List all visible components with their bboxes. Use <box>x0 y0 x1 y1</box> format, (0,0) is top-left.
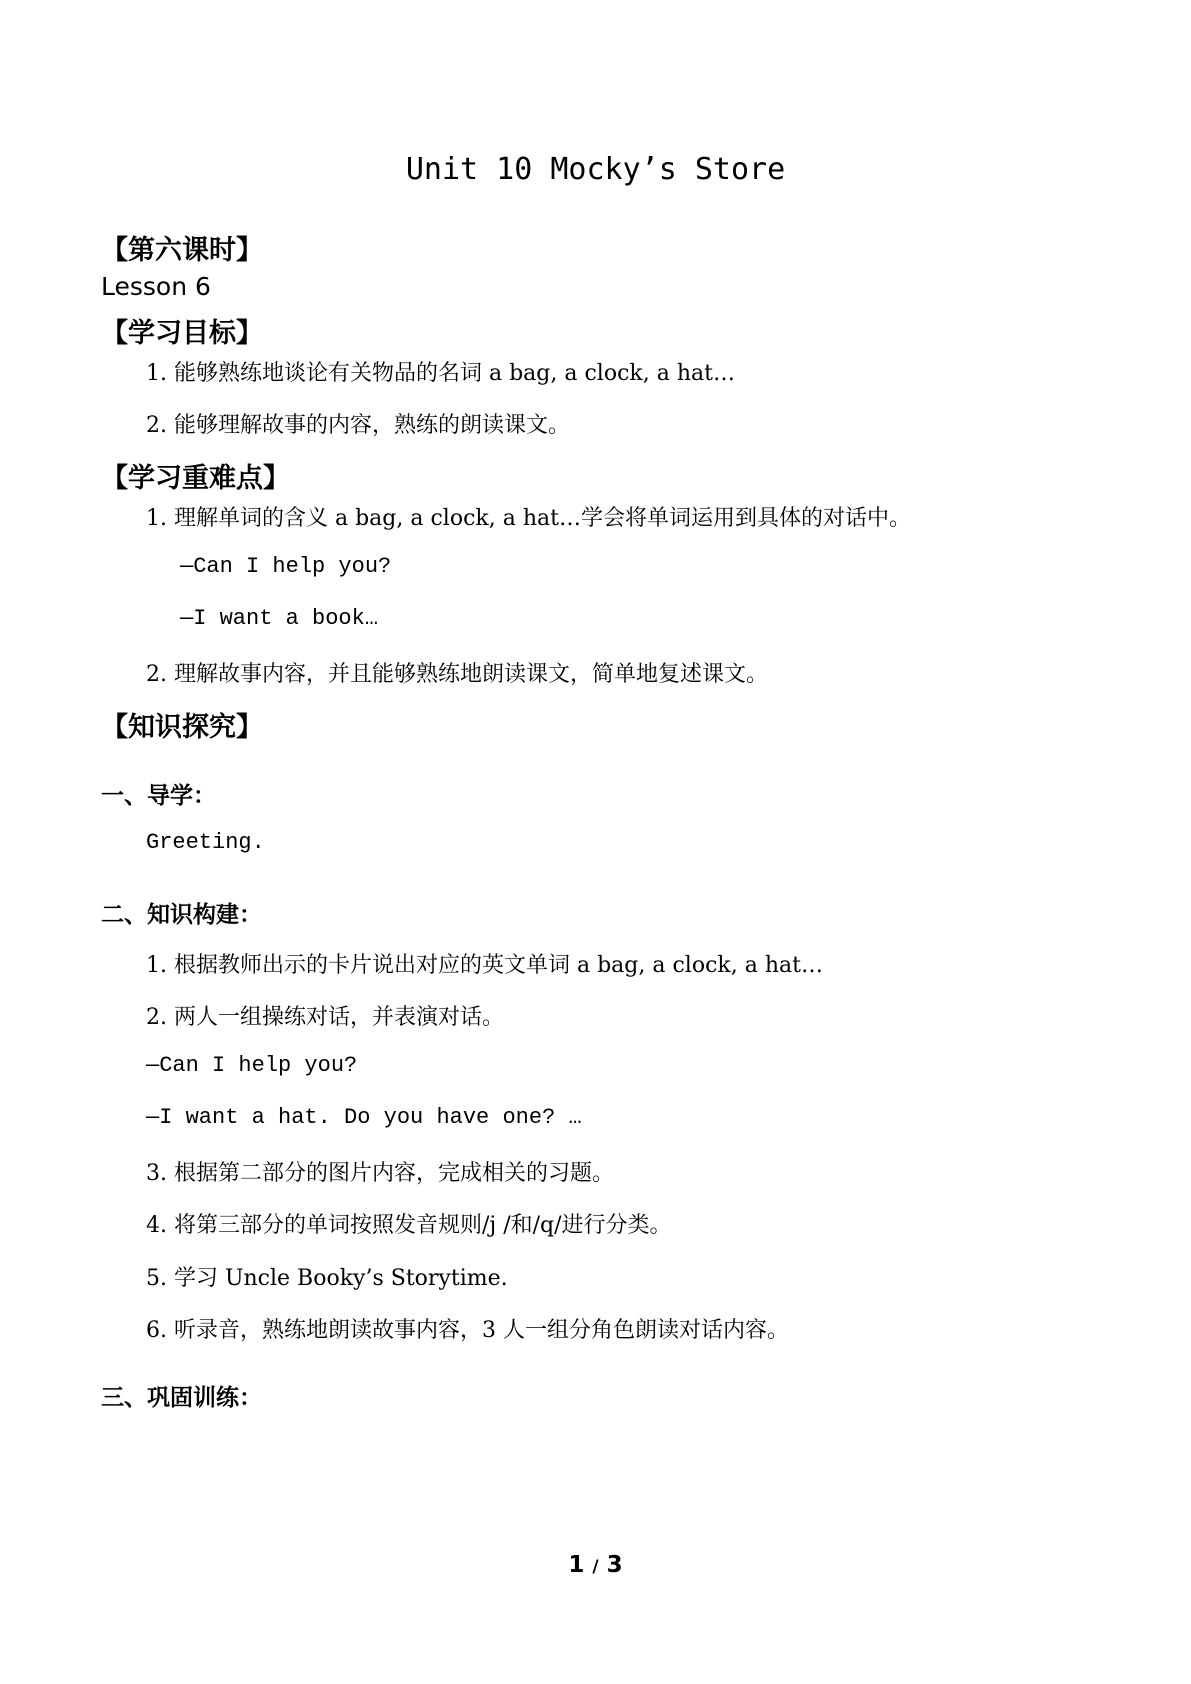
page-footer <box>0 1552 1191 1578</box>
explore-heading: 【知识探究】 <box>101 712 263 743</box>
period-heading: 【第六课时】 <box>101 235 263 266</box>
build-dialog-line-2: —I want a hat. Do you have one? … <box>146 1105 582 1130</box>
page-total: 3 <box>606 1552 623 1578</box>
key-points-heading: 【学习重难点】 <box>101 463 290 494</box>
practice-heading: 三、巩固训练： <box>101 1385 262 1411</box>
build-item-6: 6. 听录音，熟练地朗读故事内容，3 人一组分角色朗读对话内容。 <box>146 1318 789 1343</box>
lesson-label: Lesson 6 <box>101 272 211 301</box>
key-point-dialog-line-2: —I want a book… <box>180 606 379 631</box>
goal-item-2: 2. 能够理解故事的内容，熟练的朗读课文。 <box>146 413 570 438</box>
build-item-2: 2. 两人一组操练对话，并表演对话。 <box>146 1005 504 1030</box>
document-title: Unit 10 Mocky’s Store <box>405 152 786 187</box>
key-point-item-2: 2. 理解故事内容，并且能够熟练地朗读课文，简单地复述课文。 <box>146 662 768 687</box>
build-heading: 二、知识构建： <box>101 902 262 928</box>
build-item-5: 5. 学习 Uncle Booky’s Storytime. <box>146 1266 508 1291</box>
build-item-3: 3. 根据第二部分的图片内容，完成相关的习题。 <box>146 1161 614 1186</box>
page-number: 1 <box>568 1552 585 1578</box>
key-point-item-1: 1. 理解单词的含义 a bag, a clock, a hat…学会将单词运用到具体的对话中。 <box>146 506 911 531</box>
goals-heading: 【学习目标】 <box>101 318 263 349</box>
key-point-dialog-line-1: —Can I help you? <box>180 554 392 579</box>
goal-item-1: 1. 能够熟练地谈论有关物品的名词 a bag, a clock, a hat… <box>146 361 735 386</box>
guide-heading: 一、导学： <box>101 783 216 809</box>
build-dialog-line-1: —Can I help you? <box>146 1053 358 1078</box>
build-item-1: 1. 根据教师出示的卡片说出对应的英文单词 a bag, a clock, a hat… <box>146 953 823 978</box>
page-separator: / <box>592 1557 599 1577</box>
build-item-4: 4. 将第三部分的单词按照发音规则/j /和/q/进行分类。 <box>146 1213 672 1238</box>
guide-text: Greeting. <box>146 830 265 855</box>
